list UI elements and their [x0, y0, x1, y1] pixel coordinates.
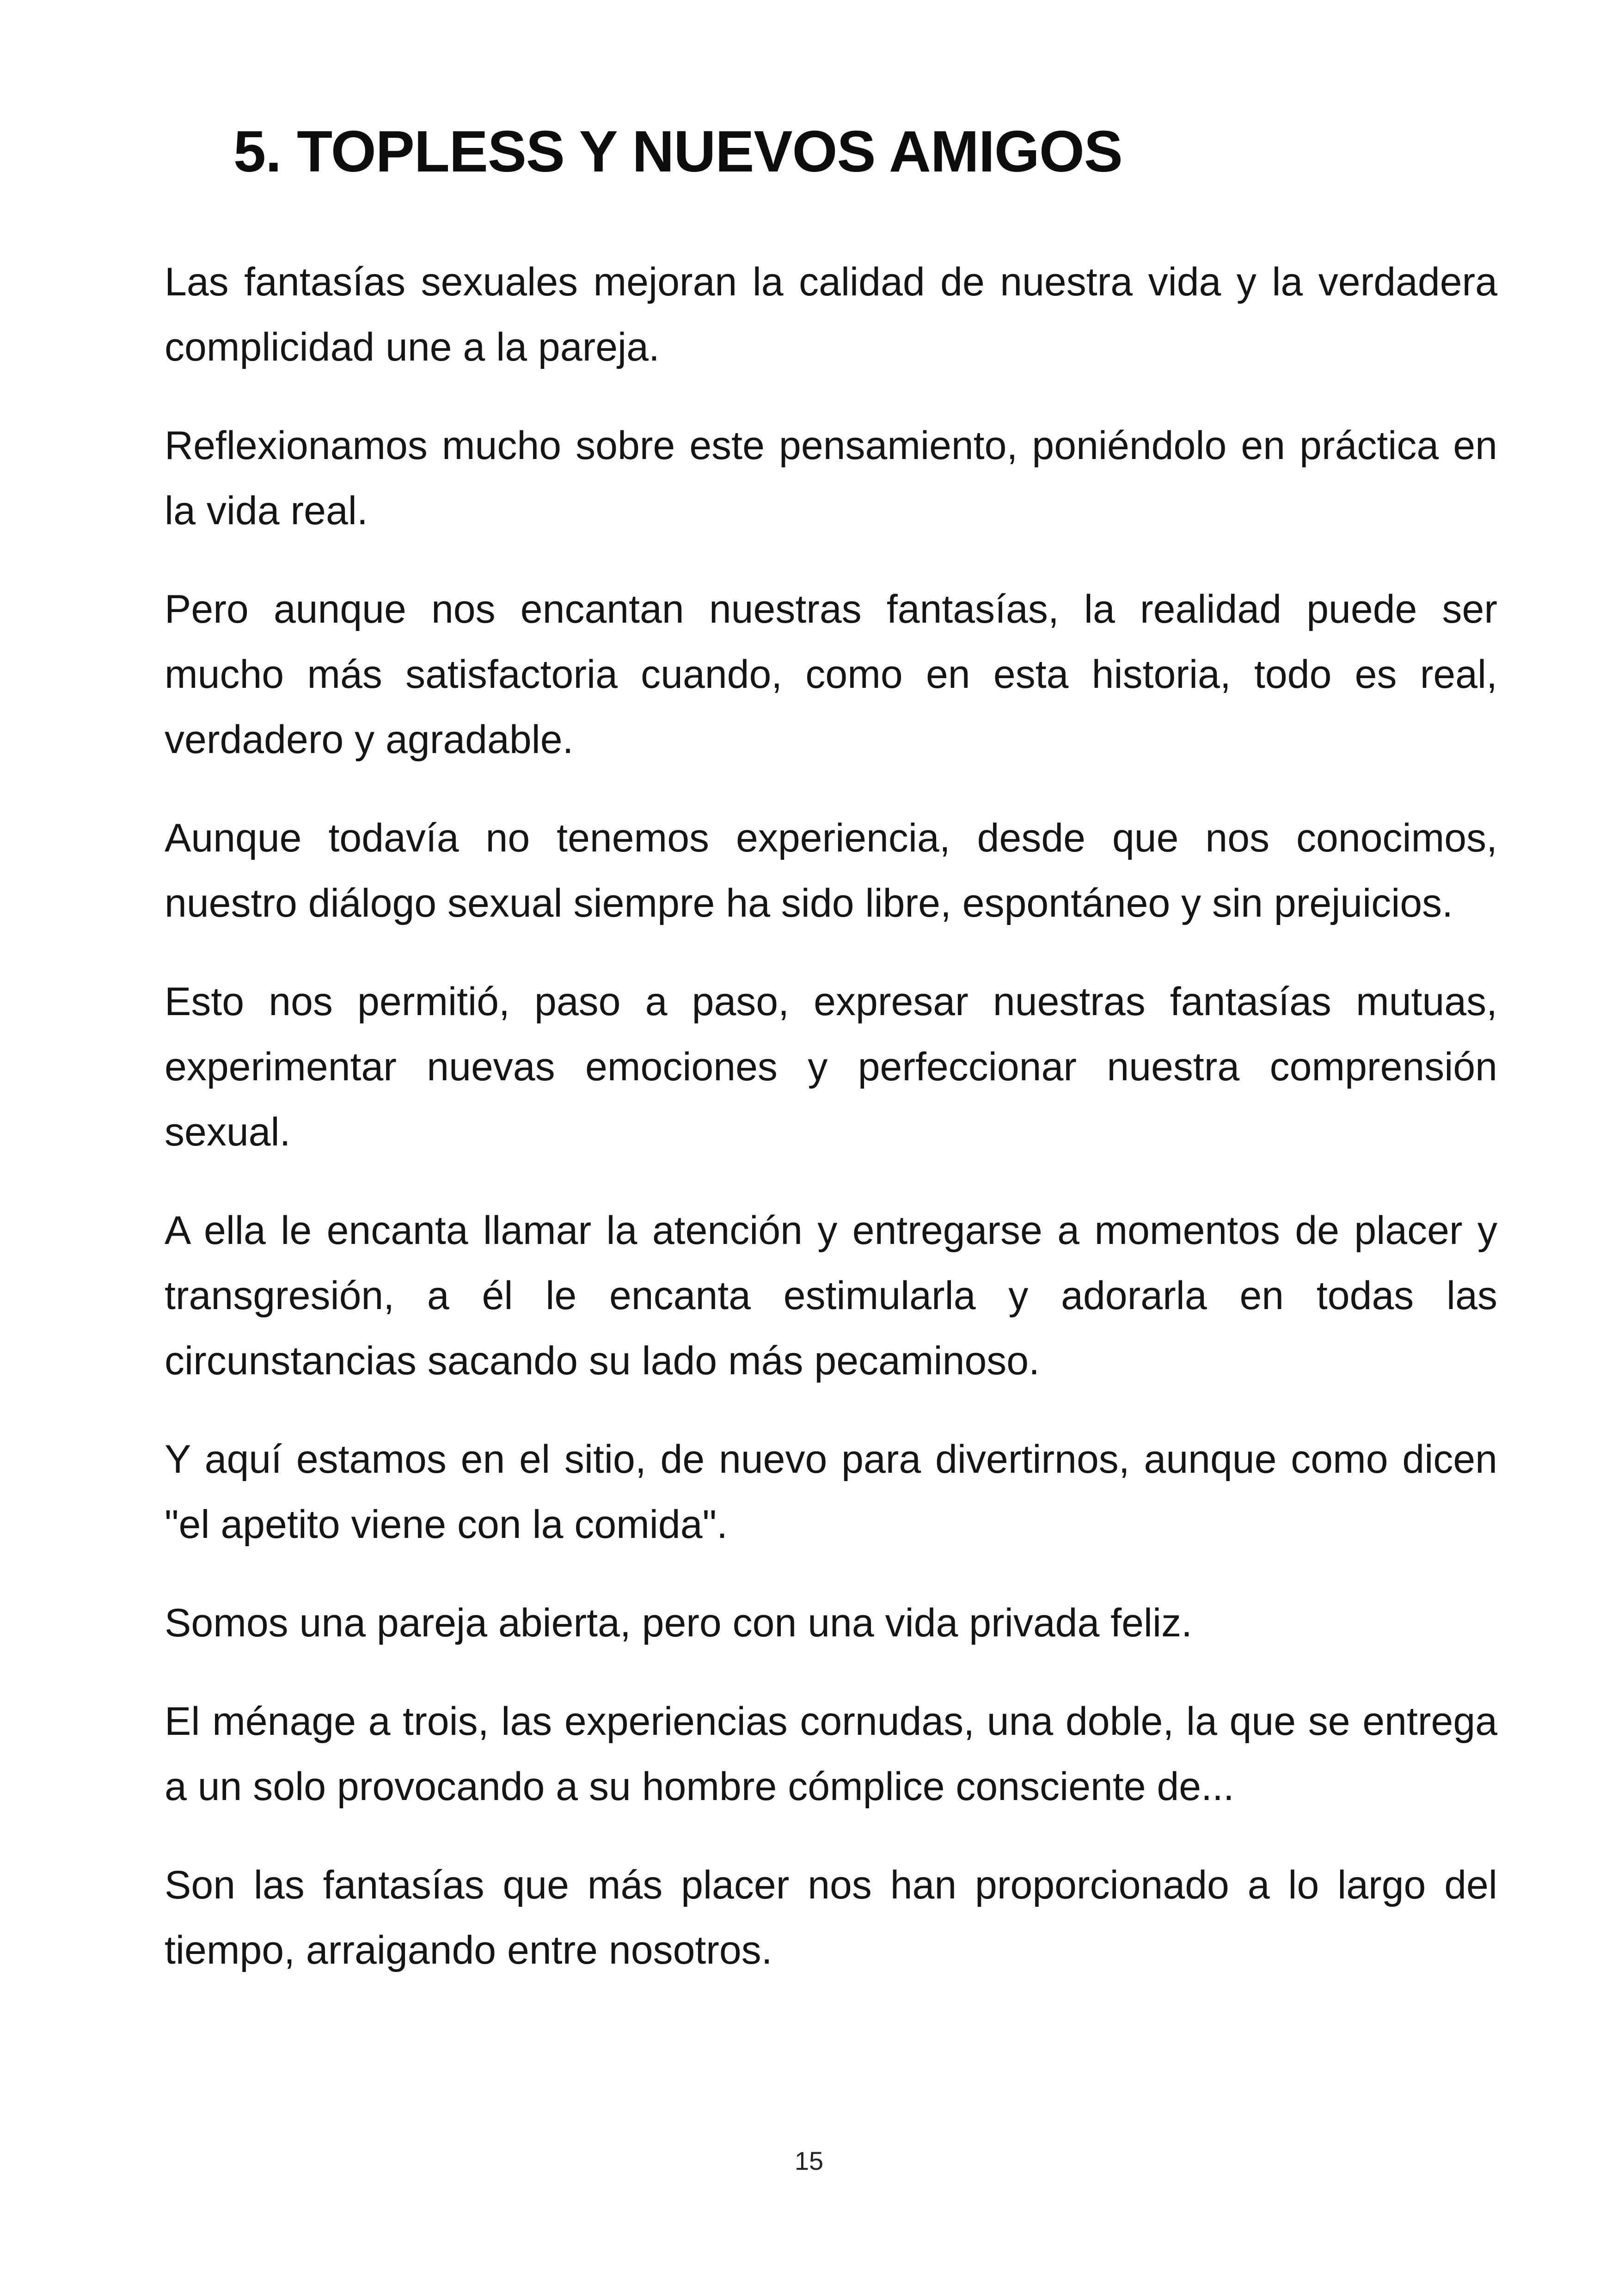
- paragraph: Y aquí estamos en el sitio, de nuevo para divertirnos, aunque como dicen "el apetito viene con la comida".: [165, 1437, 1497, 1547]
- page-number: 15: [794, 2146, 824, 2175]
- paragraph: Pero aunque nos encantan nuestras fantasías, la realidad puede ser mucho más satisfactoria cuando, como en esta historia, todo es real, verdadero y agradable.: [165, 587, 1497, 762]
- paragraph: Son las fantasías que más placer nos han proporcionado a lo largo del tiempo, arraigando entre nosotros.: [165, 1863, 1497, 1972]
- paragraph: A ella le encanta llamar la atención y entregarse a momentos de placer y transgresión, a él le encanta estimularla y adorarla en todas las circunstancias sacando su lado más pecaminoso.: [165, 1208, 1497, 1383]
- paragraph: Reflexionamos mucho sobre este pensamiento, poniéndolo en práctica en la vida real.: [165, 423, 1497, 533]
- paragraph: Esto nos permitió, paso a paso, expresar nuestras fantasías mutuas, experimentar nuevas emociones y perfeccionar nuestra comprensión sexual.: [165, 980, 1497, 1154]
- paragraph: Somos una pareja abierta, pero con una vida privada feliz.: [165, 1601, 1193, 1645]
- chapter-body: [165, 250, 1497, 2016]
- paragraph: Aunque todavía no tenemos experiencia, desde que nos conocimos, nuestro diálogo sexual siempre ha sido libre, espontáneo y sin prejuicios.: [165, 816, 1497, 925]
- chapter-title: 5. TOPLESS Y NUEVOS AMIGOS: [233, 119, 1122, 184]
- paragraph: El ménage a trois, las experiencias cornudas, una doble, la que se entrega a un solo provocando a su hombre cómplice consciente de...: [165, 1699, 1497, 1809]
- paragraph: Las fantasías sexuales mejoran la calidad de nuestra vida y la verdadera complicidad une a la pareja.: [165, 260, 1497, 369]
